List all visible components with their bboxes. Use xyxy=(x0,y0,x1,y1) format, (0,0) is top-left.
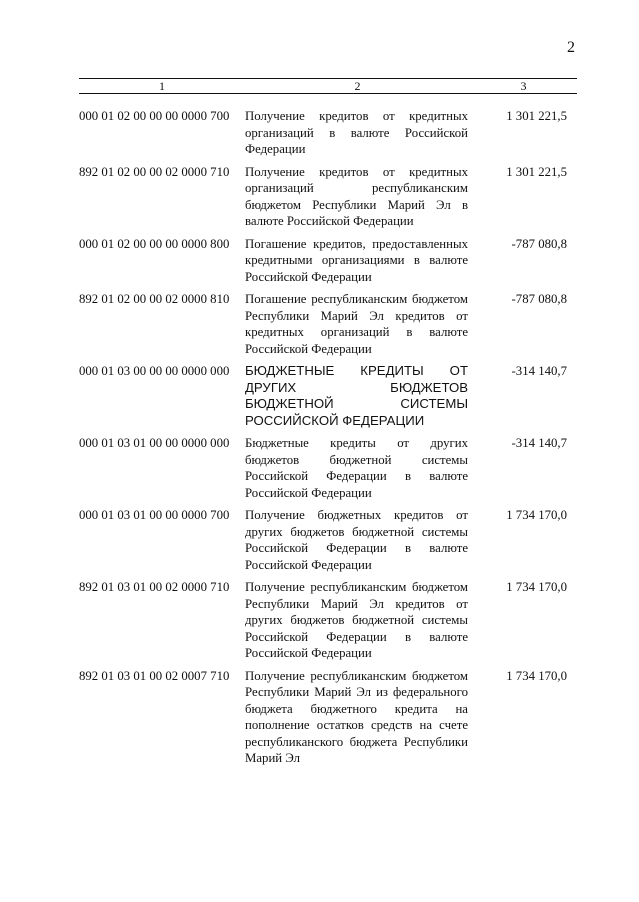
table-row xyxy=(79,668,577,767)
row-amount: -314 140,7 xyxy=(511,364,567,378)
column-header-3: 3 xyxy=(520,79,527,93)
row-amount: 1 301 221,5 xyxy=(506,109,567,123)
row-description: БЮДЖЕТНЫЕ КРЕДИТЫ ОТ ДРУГИХ БЮДЖЕТОВ БЮДЖЕТНОЙ СИСТЕМЫ РОССИЙСКОЙ ФЕДЕРАЦИИ xyxy=(245,363,468,428)
row-description: Погашение республиканским бюджетом Республики Марий Эл кредитов от кредитных организаций в валюте Российской Федерации xyxy=(245,292,468,356)
row-description: Получение кредитов от кредитных организаций республиканским бюджетом Республики Марий Эл в валюте Российской Федерации xyxy=(245,164,468,228)
budget-code: 892 01 03 01 00 02 0000 710 xyxy=(79,580,230,594)
row-amount: -314 140,7 xyxy=(511,436,567,450)
budget-code: 892 01 03 01 00 02 0007 710 xyxy=(79,668,230,683)
table-row xyxy=(79,164,577,230)
table-row xyxy=(79,108,577,158)
table-row xyxy=(79,579,577,662)
budget-code: 000 01 03 00 00 00 0000 000 xyxy=(79,364,230,378)
row-description: Бюджетные кредиты от других бюджетов бюджетной системы Российской Федерации в валюте Российской Федерации xyxy=(245,436,468,500)
row-description: Погашение кредитов, предоставленных кредитными организациями в валюте Российской Федерации xyxy=(245,236,468,284)
row-amount: 1 734 170,0 xyxy=(506,508,567,522)
row-amount: 1 734 170,0 xyxy=(506,668,567,683)
column-header-2: 2 xyxy=(354,79,361,93)
budget-code: 000 01 02 00 00 00 0000 800 xyxy=(79,236,230,251)
page-number: 2 xyxy=(567,39,575,56)
budget-code: 000 01 03 01 00 00 0000 700 xyxy=(79,508,230,522)
budget-code: 892 01 02 00 00 02 0000 710 xyxy=(79,164,230,179)
row-description: Получение бюджетных кредитов от других бюджетов бюджетной системы Российской Федерации в валюте Российской Федерации xyxy=(245,508,468,572)
table-body xyxy=(79,108,577,773)
row-amount: -787 080,8 xyxy=(511,236,567,251)
table-row xyxy=(79,435,577,501)
row-amount: 1 734 170,0 xyxy=(506,580,567,594)
budget-code: 000 01 02 00 00 00 0000 700 xyxy=(79,109,230,123)
row-amount: 1 301 221,5 xyxy=(506,164,567,179)
table-row xyxy=(79,236,577,286)
row-description: Получение республиканским бюджетом Республики Марий Эл из федерального бюджета бюджетного кредита на пополнение остатков средств на счете республиканского бюджета Республики Марий Эл xyxy=(245,668,468,765)
table-row xyxy=(79,507,577,573)
column-header-1: 1 xyxy=(159,79,165,93)
budget-code: 892 01 02 00 00 02 0000 810 xyxy=(79,292,230,306)
row-description: Получение республиканским бюджетом Республики Марий Эл кредитов от других бюджетов бюджетной системы Российской Федерации в валюте Российской Федерации xyxy=(245,580,468,660)
table-row xyxy=(79,363,577,429)
row-description: Получение кредитов от кредитных организаций в валюте Российской Федерации xyxy=(245,109,468,156)
table-row xyxy=(79,291,577,357)
table-header xyxy=(79,78,577,94)
row-amount: -787 080,8 xyxy=(511,292,567,306)
budget-code: 000 01 03 01 00 00 0000 000 xyxy=(79,436,230,450)
